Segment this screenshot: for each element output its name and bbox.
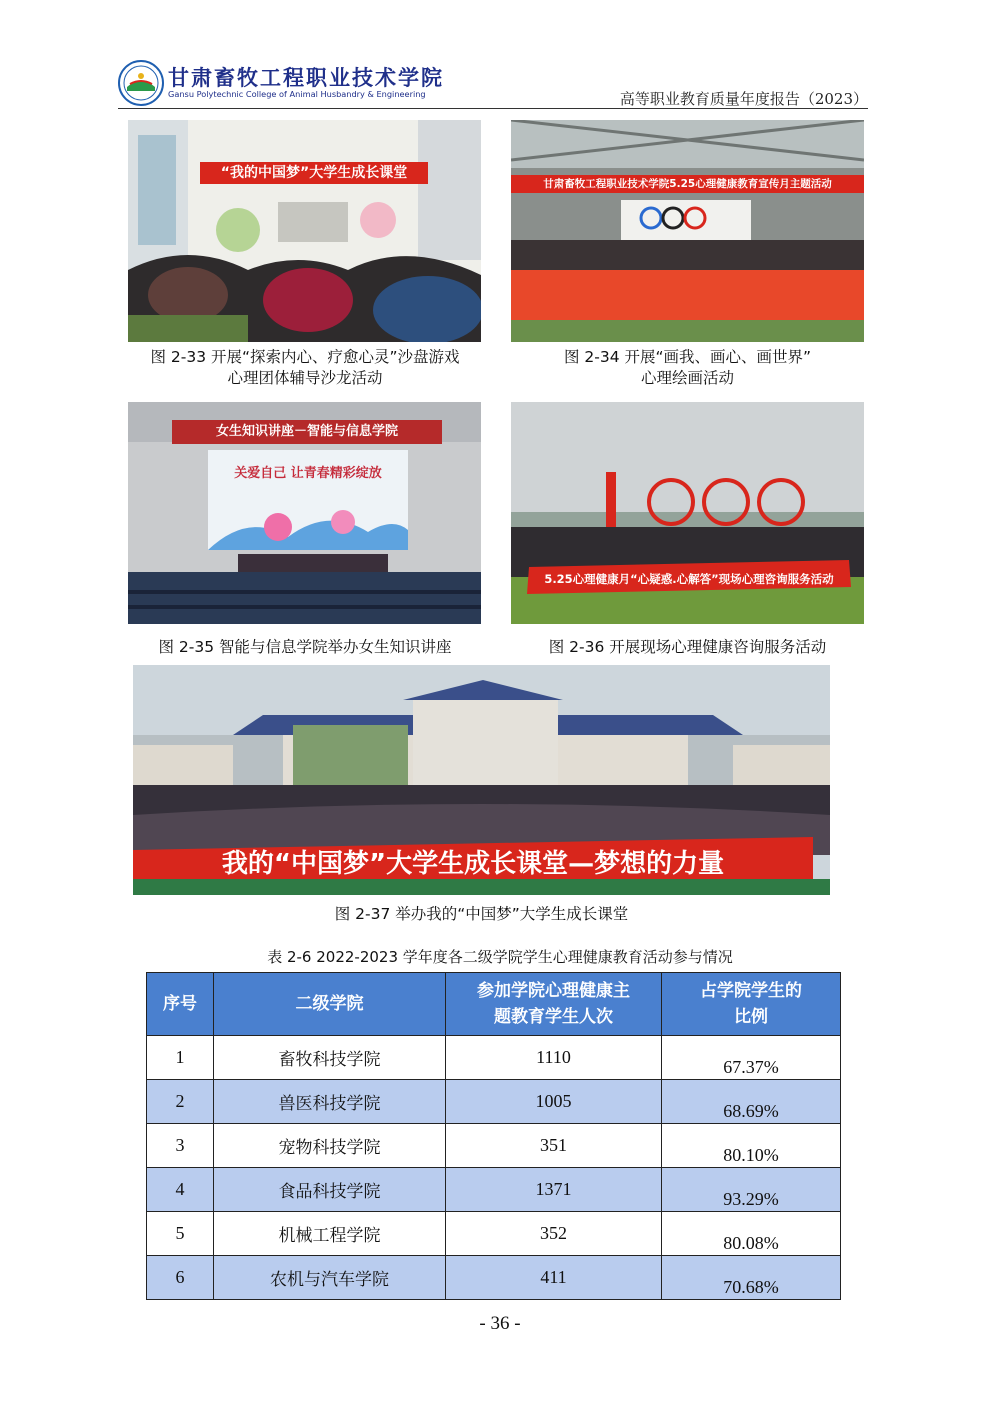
cell-serial: 2 <box>147 1080 214 1124</box>
caption-line: 图 2-35 智能与信息学院举办女生知识讲座 <box>158 638 452 656</box>
cell-count: 1371 <box>446 1168 662 1212</box>
table-row <box>147 1124 841 1168</box>
cell-count: 411 <box>446 1256 662 1300</box>
cell-college: 食品科技学院 <box>214 1168 446 1212</box>
header-serial: 序号 <box>147 973 214 1036</box>
cell-ratio: 70.68% <box>662 1256 841 1300</box>
cell-ratio: 80.10% <box>662 1124 841 1168</box>
header-ratio <box>662 973 841 1036</box>
figure-caption-2-34 <box>511 347 864 389</box>
header-line: 题教育学生人次 <box>494 1007 613 1027</box>
photo-counseling-outdoor <box>511 402 864 624</box>
cell-ratio: 67.37% <box>662 1036 841 1080</box>
photo-drawing-activity <box>511 120 864 342</box>
screen-slogan-text: 关爱自己 让青春精彩绽放 <box>234 466 382 481</box>
photo-banner-text: 甘肃畜牧工程职业技术学院5.25心理健康教育宣传月主题活动 <box>543 178 832 190</box>
caption-line: 心理绘画活动 <box>640 369 734 387</box>
photo-banner-text: 5.25心理健康月“心疑惑.心解答”现场心理咨询服务活动 <box>544 572 834 586</box>
photo-lecture-hall <box>128 402 481 624</box>
cell-count: 1110 <box>446 1036 662 1080</box>
caption-line: 图 2-33 开展“探索内心、疗愈心灵”沙盘游戏 <box>150 348 460 366</box>
cell-serial: 3 <box>147 1124 214 1168</box>
figure-caption-2-37 <box>133 904 830 925</box>
school-name-cn: 甘肃畜牧工程职业技术学院 <box>168 65 444 90</box>
cell-college: 兽医科技学院 <box>214 1080 446 1124</box>
photo-banner-text: 女生知识讲座－智能与信息学院 <box>215 424 398 439</box>
cell-count: 352 <box>446 1212 662 1256</box>
header-line: 占学院学生的 <box>700 981 802 1001</box>
school-name-en: Gansu Polytechnic College of Animal Husbandry & Engineering <box>168 89 426 99</box>
photo-group-campus <box>133 665 830 895</box>
cell-ratio: 93.29% <box>662 1168 841 1212</box>
header-college: 二级学院 <box>214 973 446 1036</box>
figure-caption-2-36 <box>511 637 864 658</box>
cell-count: 351 <box>446 1124 662 1168</box>
cell-ratio: 68.69% <box>662 1080 841 1124</box>
cell-college: 机械工程学院 <box>214 1212 446 1256</box>
cell-college: 农机与汽车学院 <box>214 1256 446 1300</box>
page-header <box>118 58 868 110</box>
college-logo-icon <box>118 60 164 106</box>
participation-table <box>146 972 841 1300</box>
table-row <box>147 1036 841 1080</box>
header-participant-count <box>446 973 662 1036</box>
figure-caption-2-35 <box>118 637 492 658</box>
cell-serial: 4 <box>147 1168 214 1212</box>
table-row <box>147 1256 841 1300</box>
page-number: - 36 - <box>479 1313 521 1334</box>
cell-college: 宠物科技学院 <box>214 1124 446 1168</box>
photo-sandplay-activity <box>128 120 481 342</box>
photo-banner-text: “我的中国梦”大学生成长课堂 <box>220 165 408 181</box>
photo-banner-text: 我的“中国梦”大学生成长课堂—梦想的力量 <box>221 849 725 879</box>
cell-ratio: 80.08% <box>662 1212 841 1256</box>
header-line: 参加学院心理健康主 <box>477 981 630 1001</box>
header-line: 比例 <box>734 1007 768 1027</box>
cell-serial: 6 <box>147 1256 214 1300</box>
header-divider <box>118 108 868 109</box>
caption-line: 图 2-37 举办我的“中国梦”大学生成长课堂 <box>334 905 629 923</box>
table-title: 表 2-6 2022-2023 学年度各二级学院学生心理健康教育活动参与情况 <box>267 948 733 966</box>
caption-line: 图 2-36 开展现场心理健康咨询服务活动 <box>548 638 827 656</box>
report-title: 高等职业教育质量年度报告（2023） <box>619 90 868 108</box>
caption-line: 心理团体辅导沙龙活动 <box>227 369 383 387</box>
table-row <box>147 1212 841 1256</box>
cell-serial: 5 <box>147 1212 214 1256</box>
table-row <box>147 1080 841 1124</box>
cell-serial: 1 <box>147 1036 214 1080</box>
cell-college: 畜牧科技学院 <box>214 1036 446 1080</box>
table-row <box>147 1168 841 1212</box>
cell-count: 1005 <box>446 1080 662 1124</box>
caption-line: 图 2-34 开展“画我、画心、画世界” <box>563 348 812 366</box>
table-header-row <box>147 973 841 1036</box>
figure-caption-2-33 <box>118 347 492 389</box>
